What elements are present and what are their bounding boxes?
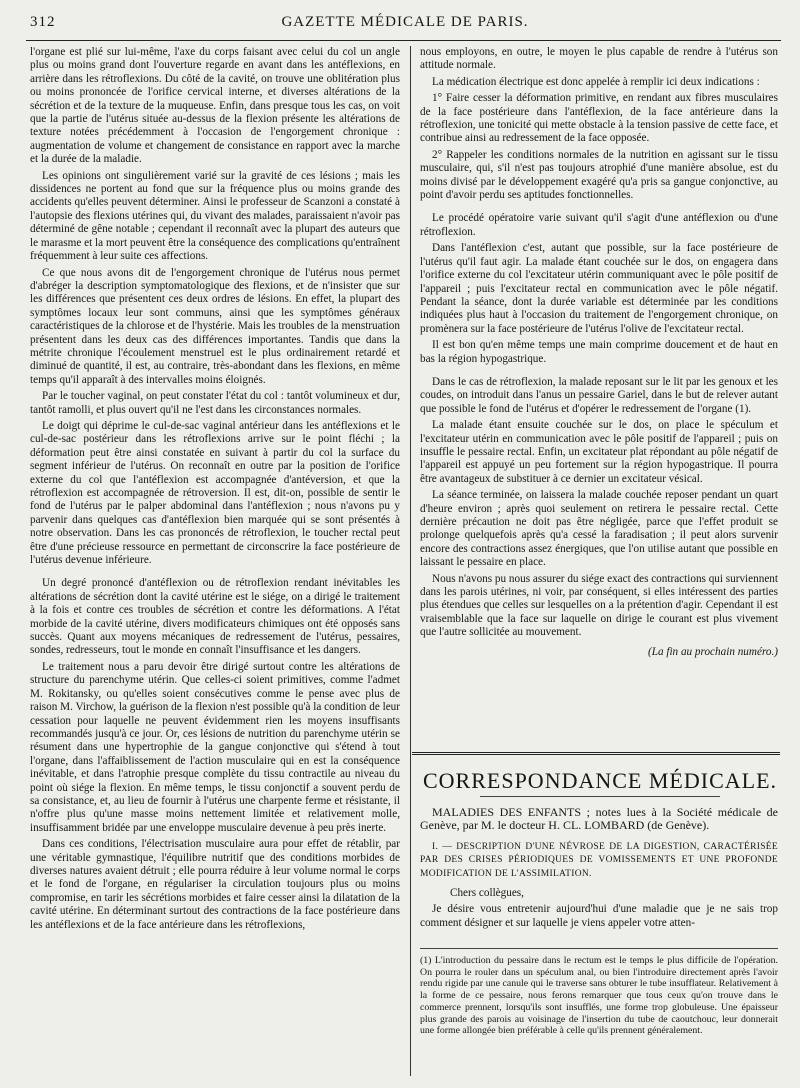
page-number: 312: [30, 14, 56, 30]
title-rule: [480, 796, 720, 797]
section-double-rule: [412, 752, 780, 755]
paragraph: La séance terminée, on laissera la malade couchée reposer pendant un quart d'heure environ ; après quoi seulement on retirera le pessaire rectal. Cette dernière précaution ne doit pas être négligée, parce que l'effet produit se prolonge quelquefois après qu'a cessé la faradisation ; il peut alors survenir encore des contractions assez énergiques, que l'on utilise autant que possible en laissant le pessaire en place.: [420, 489, 778, 569]
paragraph: Par le toucher vaginal, on peut constater l'état du col : tantôt volumineux et dur, tantôt ramolli, et plus ouvert qu'il ne l'est dans les circonstances normales.: [30, 390, 400, 416]
paragraph: l'organe est plié sur lui-même, l'axe du corps faisant avec celui du col un angle plus ou moins grand dont l'ouverture regarde en avant dans les antéflexions, en arrière dans les rétroflexions. Du côté de la cavité, on trouve une oblitération plus ou moins prononcée de l'orifice cervical interne, et diverses altérations de la sécrétion et de la texture de la muqueuse. Enfin, dans presque tous les cas, on voit que la partie de l'utérus située au-dessus de la flexion présente les altérations de texture notées précédemment à l'occasion de l'engorgement chronique : augmentation de volume et changement de consistance en rapport avec la marche et la durée de la maladie.: [30, 46, 400, 166]
paragraph: nous employons, en outre, le moyen le plus capable de rendre à l'utérus son attitude normale.: [420, 46, 778, 72]
continuation-note: (La fin au prochain numéro.): [648, 645, 778, 658]
paragraph: Les opinions ont singulièrement varié sur la gravité de ces lésions ; mais les dissidences ne portent au fond que sur la fréquence plus ou moins grande des accidents qu'elles peuvent déterminer. Ainsi le professeur de Scanzoni a constaté à l'autopsie des flexions utérines qui, du vivant des malades, paraissaient n'avoir pas déterminé de gêne notable ; cependant il reconnaît avec la plupart des auteurs que le marasme et la mort peuvent être la conséquence des complications qu'entraînent fréquemment à leur suite ces affections.: [30, 169, 400, 263]
paragraph: La médication électrique est donc appelée à remplir ici deux indications :: [432, 75, 760, 88]
journal-title: GAZETTE MÉDICALE DE PARIS.: [281, 14, 529, 30]
page-header: [30, 14, 780, 36]
paragraph: Ce que nous avons dit de l'engorgement chronique de l'utérus nous permet d'abréger la description symptomatologique des flexions, et de n'insister que sur les différences que présentent ces deux ordres de lésions. En effet, la plupart des symptômes locaux leur sont communs, ainsi que les symptômes généraux caractéristiques de la chlorose et de l'hystérie. Mais les troubles de la menstruation présentent dans les deux cas des différences importantes. Tandis que dans la métrite chronique l'écoulement menstruel est le plus ordinairement retardé et diminué de quantité, il est, au contraire, très-abondant dans les flexions, en même temps qu'il apparaît à des intervalles moins éloignés.: [30, 266, 400, 386]
section-title: CORRESPONDANCE MÉDICALE.: [422, 768, 778, 793]
paragraph: Dans l'antéflexion c'est, autant que possible, sur la face postérieure de l'utérus qu'il faut agir. La malade étant couchée sur le dos, on engagera dans l'orifice externe du col l'excitateur utérin communiquant avec le pôle positif de l'appareil ; puis l'excitateur rectal en communication avec le pôle négatif. Pendant la séance, dont la durée variable est déterminée par les conditions indiquées plus haut à l'occasion du traitement de l'engorgement chronique, on promènera sur la face postérieure de l'utérus l'olive de l'excitateur rectal.: [420, 242, 778, 335]
footnote-rule: [420, 948, 778, 949]
column-divider: [410, 46, 411, 1076]
paragraph: Dans ces conditions, l'électrisation musculaire aura pour effet de rétablir, par une véritable gymnastique, l'équilibre nutritif que des conditions morbides de diverses natures avaient détruit ; elle pourra réduire à leur volume normal le corps et le fond de l'organe, en régulariser la circulation toujours plus ou moins compromise, en tarir les sécrétions morbides et faire cesser ainsi la dilatation de la cavité utérine. En déterminant surtout des contractions de la face postérieure dans les antéflexions et de la face antérieure dans les rétroflexions,: [30, 838, 400, 931]
paragraph: Le traitement nous a paru devoir être dirigé surtout contre les altérations de structure du parenchyme utérin. Que celles-ci soient primitives, comme l'admet M. Rokitansky, ou qu'elles soient consécutives comme le pense avec plus de raison M. Virchow, la guérison de la flexion n'est possible qu'à la condition de leur cessation pour laquelle ne peuvent évidemment rien les moyens insuffisants recommandés jusqu'à ce jour. Or, ces lésions de nutrition du parenchyme utérin se résument dans une hypertrophie de la gangue conjonctive qui s'étend à tout l'organe, dans l'affaiblissement de l'action musculaire qui en est la conséquence inévitable, et dans l'atrophie presque complète du tissu contractile au niveau du point où siége la flexion. En même temps, le tissu conjonctif a souvent perdu de sa consistance, et, au lieu de fournir à l'utérus une charpente ferme et résistante, il n'offre plus qu'une masse moins nettement limitée et relativement molle, insuffisamment bridée par une enveloppe musculaire devenue à peu près inerte.: [30, 660, 400, 834]
footnote: (1) L'introduction du pessaire dans le rectum est le temps le plus difficile de l'opération. On pourra le rouler dans un spéculum anal, ou bien l'introduire directement après l'avoir rendu rigide par une canule qui le traverse sans obturer le tube insufflateur. Relativement à la forme de ce pessaire, nous ferons remarquer que tous ceux qu'on trouve dans le commerce prennent, lorsqu'ils sont insufflés, une forme trop globuleuse. Une épaisseur plus grande des parois au voisinage de l'insertion du tube de caoutchouc, leur donnerait une forme allongée bien préférable à celle qu'ils prennent généralement.: [420, 955, 778, 1037]
paragraph: 1° Faire cesser la déformation primitive, en rendant aux fibres musculaires de la face postérieure dans l'antéflexion, de la face antérieure dans la rétroflexion, une tonicité qui mette obstacle à la tension passive de cette face, et contribue ainsi au redressement de la face opposée.: [420, 92, 778, 145]
right-column: [420, 46, 778, 662]
paragraph: Le doigt qui déprime le cul-de-sac vaginal antérieur dans les antéflexions et le cul-de-sac postérieur dans les rétroflexions arrive sur le point fléchi ; la déformation peut être ainsi constatée en suivant à partir du col la surface du segment inférieur de l'utérus. On reconnaît en outre par la position de l'orifice externe du col que l'antéflexion est accompagnée d'antéversion, et que la rétroflexion est accompagnée de rétroversion. Il est, dit-on, possible de sentir le fond de l'utérus par le palper abdominal dans l'antéflexion ; nous n'avons pu y parvenir dans quelques cas d'antéflexion bien marquée qui se sont présentés à notre observation. Dans les cas prononcés de rétroflexion, le toucher rectal peut être d'une précieuse ressource en permettant de circonscrire la face postérieure de l'utérus devenue inférieure.: [30, 419, 400, 567]
article-subtitle: MALADIES DES ENFANTS ; notes lues à la Société médicale de Genève, par M. le docteur H. CL. LOMBARD (de Genève).: [420, 805, 778, 833]
correspondance-body: [420, 806, 778, 933]
paragraph: Dans le cas de rétroflexion, la malade reposant sur le lit par les genoux et les coudes, on introduit dans l'anus un pessaire Gariel, dans le but de relever autant que possible le fond de l'utérus et d'opérer le redressement de l'organe (1).: [420, 375, 778, 415]
section-heading: I. — DESCRIPTION D'UNE NÉVROSE DE LA DIGESTION, CARACTÉRISÉE PAR DES CRISES PÉRIODIQUES DE VOMISSEMENTS ET UNE PROFONDE MODIFICATION DE L'ASSIMILATION.: [420, 841, 778, 879]
salutation: Chers collègues,: [450, 887, 524, 900]
paragraph: Le procédé opératoire varie suivant qu'il s'agit d'une antéflexion ou d'une rétroflexion.: [420, 212, 778, 238]
left-column: [30, 46, 400, 1082]
paragraph: La malade étant ensuite couchée sur le dos, on place le spéculum et l'excitateur utérin en communication avec le pôle positif de l'appareil ; puis on insuffle le pessaire rectal. Enfin, un excitateur plat répondant au pôle négatif de l'appareil est appuyé un peu fortement sur la région hypogastrique. Il pourra être avantageux de substituer à ce dernier un excitateur vésical.: [420, 419, 778, 485]
paragraph: Je désire vous entretenir aujourd'hui d'une maladie que je ne sais trop comment désigner et sur laquelle je viens appeler votre atten-: [420, 903, 778, 929]
paragraph: Un degré prononcé d'antéflexion ou de rétroflexion rendant inévitables les altérations de sécrétion dont la cavité utérine est le siége, on a dirigé le traitement à la fois et contre ces troubles de sécrétion et contre les déformations. A l'état morbide de la cavité utérine, divers modificateurs chimiques ont été opposés sans succès. Quant aux moyens mécaniques de redressement de l'utérus, pessaires, sondes, redresseurs, tout le monde en connaît l'insuffisance et les dangers.: [30, 577, 400, 657]
paragraph: Il est bon qu'en même temps une main comprime doucement et de haut en bas la région hypogastrique.: [420, 339, 778, 365]
paragraph: 2° Rappeler les conditions normales de la nutrition en agissant sur le tissu musculaire, qui, s'il n'est pas toujours atrophié d'une manière absolue, est du moins divisé par le développement exagéré qu'a pris sa gangue conjonctive, au point d'avoir perdu ses aptitudes fonctionnelles.: [420, 148, 778, 202]
header-rule: [26, 40, 781, 41]
paragraph: Nous n'avons pu nous assurer du siége exact des contractions qui surviennent dans les parois utérines, ni voir, par conséquent, si elles intéressent des parties plus étendues que celles sur lesquelles on a la prétention d'agir. Cependant il est vraisemblable que la face sur laquelle on dirige le courant est plus vivement que l'autre sollicitée au mouvement.: [420, 572, 778, 639]
